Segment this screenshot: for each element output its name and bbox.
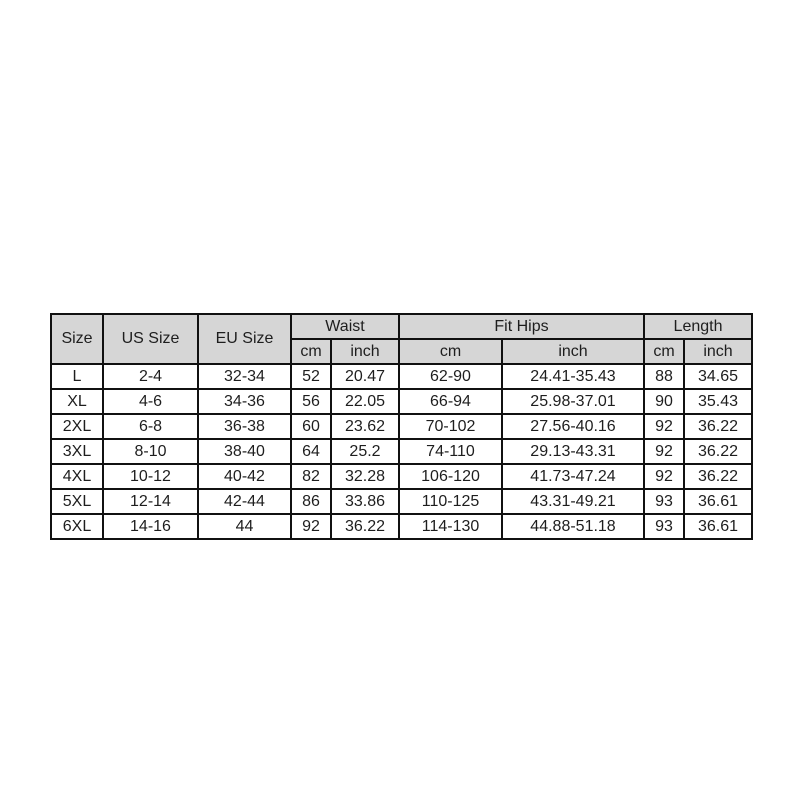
cell-us-size: 12-14 [103, 489, 198, 514]
cell-hips-cm: 62-90 [399, 364, 502, 389]
cell-size: 2XL [51, 414, 103, 439]
cell-eu-size: 40-42 [198, 464, 291, 489]
header-eu-size: EU Size [198, 314, 291, 364]
cell-length-cm: 92 [644, 414, 684, 439]
cell-length-cm: 90 [644, 389, 684, 414]
header-size: Size [51, 314, 103, 364]
cell-length-cm: 92 [644, 464, 684, 489]
cell-length-inch: 36.22 [684, 464, 752, 489]
cell-waist-cm: 86 [291, 489, 331, 514]
cell-size: L [51, 364, 103, 389]
cell-size: XL [51, 389, 103, 414]
table-row [51, 364, 752, 389]
header-hips-cm: cm [399, 339, 502, 364]
table-row [51, 439, 752, 464]
cell-eu-size: 34-36 [198, 389, 291, 414]
cell-us-size: 4-6 [103, 389, 198, 414]
header-fit-hips: Fit Hips [399, 314, 644, 339]
cell-size: 3XL [51, 439, 103, 464]
table-row [51, 464, 752, 489]
cell-waist-cm: 56 [291, 389, 331, 414]
table-row [51, 489, 752, 514]
header-length-inch: inch [684, 339, 752, 364]
cell-hips-inch: 43.31-49.21 [502, 489, 644, 514]
cell-waist-inch: 23.62 [331, 414, 399, 439]
cell-hips-cm: 70-102 [399, 414, 502, 439]
cell-eu-size: 44 [198, 514, 291, 539]
cell-hips-inch: 29.13-43.31 [502, 439, 644, 464]
cell-us-size: 2-4 [103, 364, 198, 389]
cell-us-size: 8-10 [103, 439, 198, 464]
cell-length-inch: 36.61 [684, 514, 752, 539]
cell-length-inch: 36.22 [684, 414, 752, 439]
header-waist-cm: cm [291, 339, 331, 364]
cell-length-inch: 34.65 [684, 364, 752, 389]
header-us-size: US Size [103, 314, 198, 364]
header-hips-inch: inch [502, 339, 644, 364]
cell-waist-cm: 82 [291, 464, 331, 489]
header-length: Length [644, 314, 752, 339]
cell-us-size: 6-8 [103, 414, 198, 439]
table-row [51, 414, 752, 439]
cell-waist-inch: 36.22 [331, 514, 399, 539]
cell-hips-cm: 110-125 [399, 489, 502, 514]
cell-eu-size: 42-44 [198, 489, 291, 514]
table-row [51, 389, 752, 414]
cell-length-cm: 93 [644, 489, 684, 514]
cell-waist-cm: 64 [291, 439, 331, 464]
cell-hips-cm: 66-94 [399, 389, 502, 414]
cell-eu-size: 38-40 [198, 439, 291, 464]
cell-eu-size: 32-34 [198, 364, 291, 389]
cell-length-cm: 88 [644, 364, 684, 389]
header-waist: Waist [291, 314, 399, 339]
cell-waist-inch: 20.47 [331, 364, 399, 389]
cell-length-cm: 92 [644, 439, 684, 464]
cell-length-cm: 93 [644, 514, 684, 539]
size-chart-table [50, 313, 753, 540]
cell-size: 4XL [51, 464, 103, 489]
cell-waist-inch: 33.86 [331, 489, 399, 514]
cell-waist-cm: 52 [291, 364, 331, 389]
cell-hips-inch: 41.73-47.24 [502, 464, 644, 489]
cell-us-size: 14-16 [103, 514, 198, 539]
cell-waist-cm: 60 [291, 414, 331, 439]
header-waist-inch: inch [331, 339, 399, 364]
cell-hips-cm: 74-110 [399, 439, 502, 464]
cell-waist-cm: 92 [291, 514, 331, 539]
cell-hips-inch: 27.56-40.16 [502, 414, 644, 439]
table-row [51, 514, 752, 539]
cell-size: 6XL [51, 514, 103, 539]
cell-hips-inch: 44.88-51.18 [502, 514, 644, 539]
cell-length-inch: 36.22 [684, 439, 752, 464]
cell-length-inch: 35.43 [684, 389, 752, 414]
cell-waist-inch: 25.2 [331, 439, 399, 464]
cell-waist-inch: 32.28 [331, 464, 399, 489]
header-length-cm: cm [644, 339, 684, 364]
cell-hips-cm: 114-130 [399, 514, 502, 539]
cell-waist-inch: 22.05 [331, 389, 399, 414]
cell-hips-cm: 106-120 [399, 464, 502, 489]
cell-hips-inch: 25.98-37.01 [502, 389, 644, 414]
cell-hips-inch: 24.41-35.43 [502, 364, 644, 389]
cell-length-inch: 36.61 [684, 489, 752, 514]
cell-us-size: 10-12 [103, 464, 198, 489]
cell-eu-size: 36-38 [198, 414, 291, 439]
size-table-body [51, 364, 752, 539]
cell-size: 5XL [51, 489, 103, 514]
